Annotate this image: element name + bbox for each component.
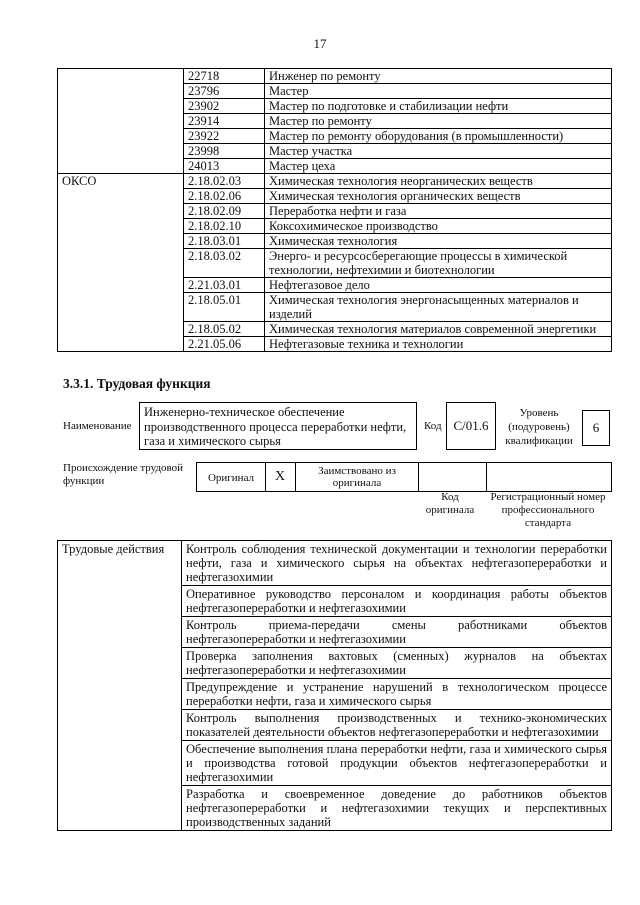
codes-table bbox=[57, 68, 612, 352]
code-label: Код bbox=[424, 420, 442, 432]
original-mark: X bbox=[274, 469, 286, 484]
code-cell: 2.18.03.02 bbox=[184, 249, 265, 278]
name-cell: Энерго- и ресурсосберегающие процессы в химической технологии, нефтехимии и биотехнологии bbox=[265, 249, 612, 278]
name-cell: Мастер по ремонту bbox=[265, 114, 612, 129]
code-cell: 23902 bbox=[184, 99, 265, 114]
name-cell: Мастер цеха bbox=[265, 159, 612, 174]
code-cell: 23796 bbox=[184, 84, 265, 99]
code-value: C/01.6 bbox=[453, 418, 489, 433]
table-row bbox=[58, 541, 612, 586]
code-box bbox=[446, 402, 496, 450]
name-cell: Мастер bbox=[265, 84, 612, 99]
original-label: Оригинал bbox=[207, 472, 255, 484]
name-label: Наименование bbox=[63, 420, 132, 432]
table-row bbox=[58, 69, 612, 84]
name-cell: Переработка нефти и газа bbox=[265, 204, 612, 219]
action-item: Предупреждение и устранение нарушений в технологическом процессе переработки нефти, газа и химического сырья bbox=[182, 679, 612, 710]
group-cell bbox=[58, 69, 184, 174]
code-cell: 2.18.02.09 bbox=[184, 204, 265, 219]
actions-label: Трудовые действия bbox=[58, 541, 182, 831]
action-item: Контроль приема-передачи смены работниками объектов нефтегазопереработки и нефтегазохимии bbox=[182, 617, 612, 648]
level-label: Уровень (подуровень) квалификации bbox=[505, 407, 573, 447]
borrowed-label: Заимствовано из оригинала bbox=[318, 465, 396, 489]
group-cell: ОКСО bbox=[58, 174, 184, 352]
action-item: Разработка и своевременное доведение до работников объектов нефтегазопереработки и нефтегазохимии текущих и перспективных производственных заданий bbox=[182, 786, 612, 831]
name-cell: Химическая технология bbox=[265, 234, 612, 249]
action-item: Контроль соблюдения технической документации и технологии переработки нефти, газа и химического сырья на объектах нефтегазопереработки и нефтегазохимии bbox=[182, 541, 612, 586]
level-value: 6 bbox=[592, 420, 600, 435]
code-cell: 2.18.02.03 bbox=[184, 174, 265, 189]
name-cell: Инженер по ремонту bbox=[265, 69, 612, 84]
code-cell: 2.18.02.06 bbox=[184, 189, 265, 204]
level-box bbox=[582, 410, 610, 446]
code-cell: 22718 bbox=[184, 69, 265, 84]
code-cell: 2.18.05.02 bbox=[184, 322, 265, 337]
action-item: Оперативное руководство персоналом и координация работы объектов нефтегазопереработки и нефтегазохимии bbox=[182, 586, 612, 617]
code-cell: 2.18.05.01 bbox=[184, 293, 265, 322]
divider bbox=[486, 463, 487, 491]
name-cell: Нефтегазовые техника и технологии bbox=[265, 337, 612, 352]
actions-table bbox=[57, 540, 612, 831]
code-cell: 2.18.02.10 bbox=[184, 219, 265, 234]
code-cell: 23922 bbox=[184, 129, 265, 144]
origin-box bbox=[196, 462, 612, 492]
action-item: Контроль выполнения производственных и технико-экономических показателей деятельности объектов нефтегазопереработки и нефтегазохимии bbox=[182, 710, 612, 741]
code-orig-caption: Код оригинала bbox=[425, 491, 475, 516]
name-cell: Коксохимическое производство bbox=[265, 219, 612, 234]
code-cell: 24013 bbox=[184, 159, 265, 174]
divider bbox=[295, 463, 296, 491]
code-cell: 23914 bbox=[184, 114, 265, 129]
code-cell: 2.18.03.01 bbox=[184, 234, 265, 249]
section-title: 3.3.1. Трудовая функция bbox=[63, 376, 211, 391]
name-cell: Химическая технология материалов современной энергетики bbox=[265, 322, 612, 337]
function-name: Инженерно-техническое обеспечение производственного процесса переработки нефти, газа и химического сырья bbox=[144, 405, 407, 448]
name-cell: Мастер участка bbox=[265, 144, 612, 159]
name-cell: Мастер по ремонту оборудования (в промышленности) bbox=[265, 129, 612, 144]
divider bbox=[418, 463, 419, 491]
reg-num-caption: Регистрационный номер профессионального стандарта bbox=[490, 491, 606, 529]
origin-label: Происхождение трудовой функции bbox=[63, 462, 184, 487]
name-cell: Химическая технология органических веществ bbox=[265, 189, 612, 204]
code-cell: 2.21.03.01 bbox=[184, 278, 265, 293]
action-item: Обеспечение выполнения плана переработки нефти, газа и химического сырья и производства готовой продукции объектов нефтегазопереработки и нефтегазохимии bbox=[182, 741, 612, 786]
page-number: 17 bbox=[313, 36, 327, 51]
name-cell: Химическая технология неорганических веществ bbox=[265, 174, 612, 189]
action-item: Проверка заполнения вахтовых (сменных) журналов на объектах нефтегазопереработки и нефтегазохимии bbox=[182, 648, 612, 679]
function-name-box bbox=[139, 402, 417, 450]
name-cell: Химическая технология энергонасыщенных материалов и изделий bbox=[265, 293, 612, 322]
name-cell: Нефтегазовое дело bbox=[265, 278, 612, 293]
table-row bbox=[58, 174, 612, 189]
name-cell: Мастер по подготовке и стабилизации нефти bbox=[265, 99, 612, 114]
code-cell: 2.21.05.06 bbox=[184, 337, 265, 352]
code-cell: 23998 bbox=[184, 144, 265, 159]
